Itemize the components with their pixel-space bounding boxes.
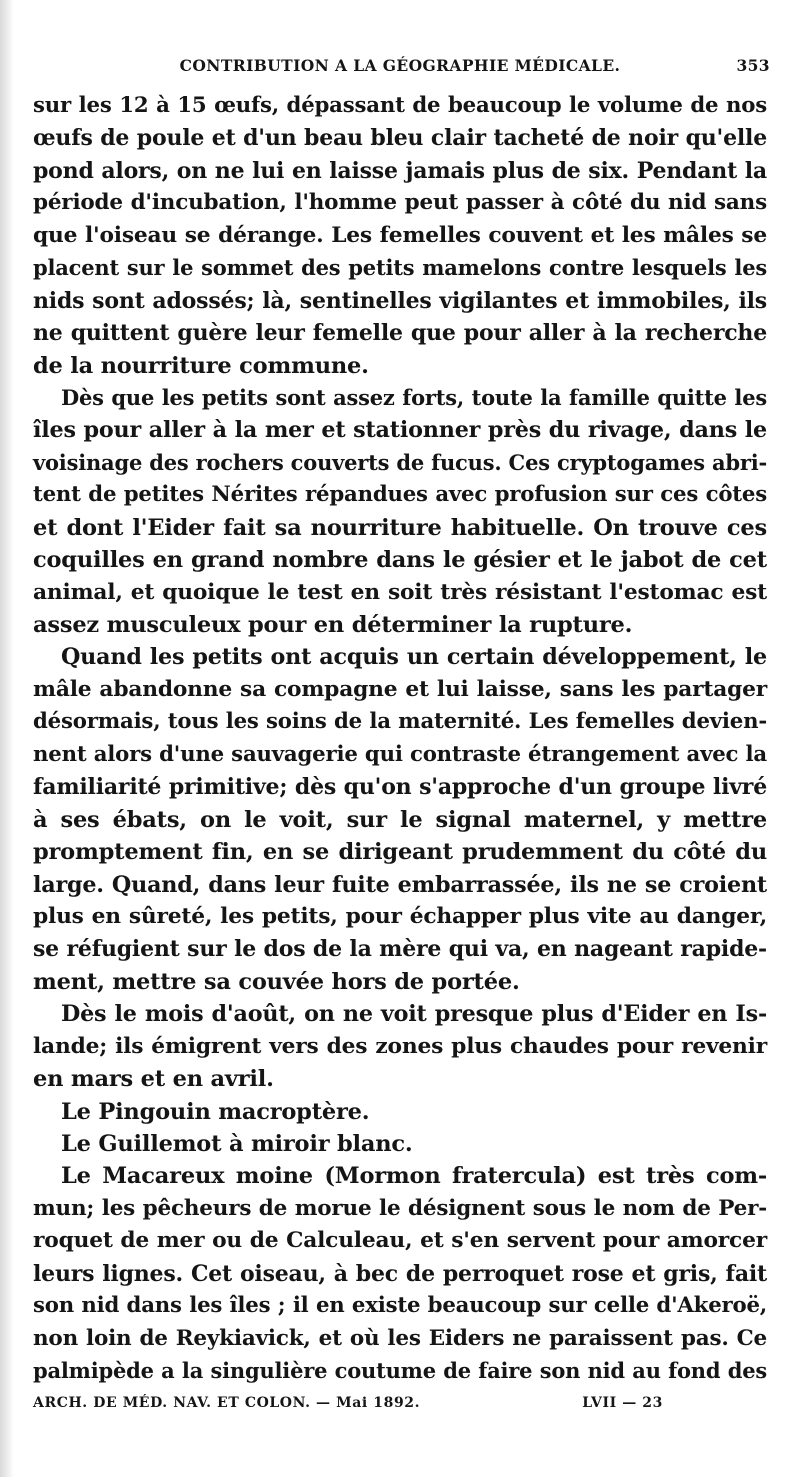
text-line: placent sur le sommet des petits mamelons contre lesquels les [33, 255, 767, 281]
text-line: son nid dans les îles ; il en existe beaucoup sur celle d'Akeroë, [33, 1293, 767, 1319]
text-line: Dès que les petits sont assez forts, toute la famille quitte les [61, 384, 767, 410]
running-title: CONTRIBUTION A LA GÉOGRAPHIE MÉDICALE. [179, 56, 621, 75]
journal-reference: ARCH. DE MÉD. NAV. ET COLON. — Mai 1892. [33, 1395, 421, 1411]
text-line: voisinage des rochers couverts de fucus. Ces cryptogames abri- [33, 449, 768, 475]
text-line: animal, et quoique le test en soit très résistant l'estomac est [33, 579, 767, 605]
text-line: lande; ils émigrent vers des zones plus chaudes pour revenir [33, 1033, 767, 1059]
text-line: leurs lignes. Cet oiseau, à bec de perroquet rose et gris, fait [33, 1260, 767, 1287]
page-edge-shadow [0, 0, 14, 1477]
running-header [30, 56, 770, 80]
text-line: et dont l'Eider fait sa nourriture habituelle. On trouve ces [33, 514, 767, 541]
page-number: 353 [736, 56, 770, 75]
page-footer [33, 1395, 723, 1417]
text-line: promptement fin, en se dirigeant prudemment du côté du [33, 839, 767, 866]
signature-mark: LVII — 23 [582, 1395, 663, 1411]
text-line: roquet de mer ou de Calculeau, et s'en servent pour amorcer [33, 1228, 767, 1254]
text-line: tent de petites Nérites répandues avec profusion sur ces côtes [33, 482, 767, 508]
text-line: mâle abandonne sa compagne et lui laisse, sans les partager [33, 676, 767, 702]
text-line: se réfugient sur le dos de la mère qui va, en nageant rapide- [33, 936, 767, 963]
text-line: îles pour aller à la mer et stationner près du rivage, dans le [33, 417, 767, 444]
text-line: de la nourriture commune. [33, 352, 369, 379]
text-line: non loin de Reykiavick, et où les Eiders ne paraissent pas. Ce [33, 1325, 767, 1351]
text-line: nent alors d'une sauvagerie qui contraste étrangement avec la [33, 741, 767, 767]
text-line: à ses ébats, on le voit, sur le signal maternel, y mettre [33, 806, 767, 833]
text-line: ne quittent guère leur femelle que pour aller à la recherche [33, 320, 767, 347]
body-text [33, 90, 767, 1388]
text-line: nids sont adossés; là, sentinelles vigilantes et immobiles, ils [33, 287, 767, 314]
text-line: Dès le mois d'août, on ne voit presque plus d'Eider en Is- [61, 1001, 767, 1028]
text-line: sur les 12 à 15 œufs, dépassant de beaucoup le volume de nos [33, 93, 767, 118]
text-line: palmipède a la singulière coutume de faire son nid au fond des [33, 1358, 767, 1384]
text-line: que l'oiseau se dérange. Les femelles couvent et les mâles se [33, 222, 767, 248]
text-line: ment, mettre sa couvée hors de portée. [33, 968, 520, 995]
text-line: Le Guillemot à miroir blanc. [61, 1131, 413, 1157]
text-line: mun; les pêcheurs de morue le désignent sous le nom de Per- [33, 1195, 767, 1221]
text-line: Le Pingouin macroptère. [61, 1098, 370, 1125]
text-line: désormais, tous les soins de la maternité. Les femelles devien- [33, 709, 767, 735]
text-line: œufs de poule et d'un beau bleu clair tacheté de noir qu'elle [33, 125, 767, 152]
text-line: Le Macareux moine (Mormon fratercula) est très com- [61, 1163, 767, 1190]
text-line: Quand les petits ont acquis un certain développement, le [61, 644, 767, 671]
text-line: pond alors, on ne lui en laisse jamais plus de six. Pendant la [33, 157, 767, 184]
text-line: en mars et en avril. [33, 1066, 274, 1093]
text-line: coquilles en grand nombre dans le gésier et le jabot de cet [33, 547, 767, 574]
text-line: plus en sûreté, les petits, pour échapper plus vite au danger, [33, 903, 767, 929]
text-line: période d'incubation, l'homme peut passer à côté du nid sans [33, 190, 767, 216]
text-line: familiarité primitive; dès qu'on s'approche d'un groupe livré [33, 774, 767, 801]
text-line: large. Quand, dans leur fuite embarrassée, ils ne se croient [33, 871, 767, 898]
text-line: assez musculeux pour en déterminer la rupture. [33, 612, 633, 638]
